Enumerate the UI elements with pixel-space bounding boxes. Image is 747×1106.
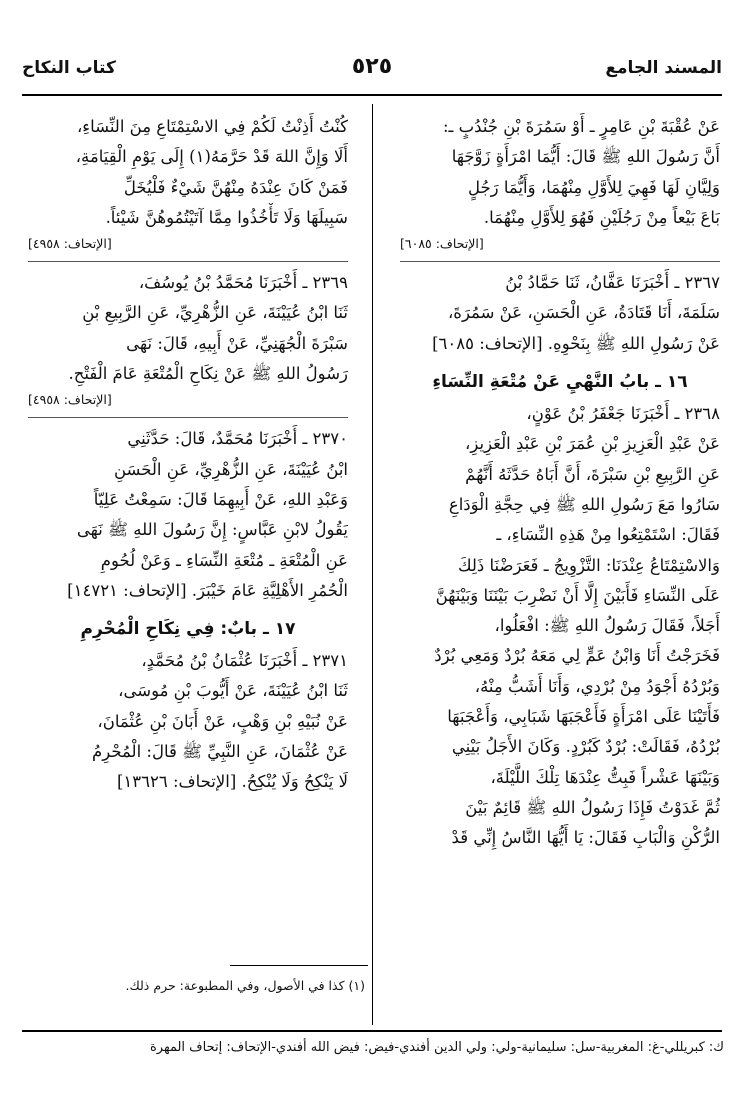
text-line: ٢٣٦٧ ـ أَخْبَرَنَا عَفَّانُ، ثَنَا حَمَّادُ بْنُ — [505, 273, 720, 293]
column-divider — [372, 104, 373, 1025]
text-line: وَبُرْدُهُ أَجْوَدُ مِنْ بُرْدِي، وَأَنَا أَشَبُّ مِنْهُ، — [474, 676, 720, 696]
ithaf-reference: [الإتحاف: ٤٩٥٨] — [28, 236, 112, 252]
text-line: ابْنُ عُيَيْنَةَ، عَنِ الزُّهْرِيِّ، عَنِ الْحَسَنِ — [113, 459, 348, 479]
text-line: عَلَى النِّسَاءِ فَأَبَيْنَ إِلَّا أَنْ نَضْرِبَ بَيْنَنَا وَبَيْنَهُنَّ — [435, 585, 720, 605]
text-line: كُنْتُ أَذِنْتُ لَكُمْ فِي الاسْتِمْتَاعِ مِنَ النِّسَاءِ، — [76, 117, 348, 136]
page-number: ٥٢٥ — [351, 54, 393, 79]
footnote-rule — [230, 965, 368, 966]
hadith-2370 — [28, 424, 348, 606]
header-rule — [22, 94, 722, 96]
hadith-2371 — [28, 646, 348, 797]
text-line: عَنْ عُثْمَانَ، عَنِ النَّبِيِّ ﷺ قَالَ: الْمُحْرِمُ — [92, 742, 348, 762]
text-line: عَنِ الرَّبِيعِ بْنِ سَبْرَةَ، أَنَّ أَبَاهُ حَدَّثَهُ أَنَّهُمْ — [465, 464, 720, 484]
text-line: أَلَا وَإِنَّ اللهَ قَدْ حَرَّمَهُ(١) إِلَى يَوْمِ الْقِيَامَةِ، — [75, 147, 348, 167]
text-line: سَبِيلَهَا وَلَا تَأْخُذُوا مِمَّا آتَيْتُمُوهُنَّ شَيْئاً. — [105, 207, 348, 227]
text-line: رَسُولُ اللهِ ﷺ عَنْ نِكَاحِ الْمُتْعَةِ عَامَ الْفَتْحِ. — [68, 364, 348, 384]
ithaf-reference: [الإتحاف: ٤٩٥٨] — [28, 392, 112, 408]
separator — [28, 417, 348, 418]
text-line: سَبْرَةَ الْجُهَنِيِّ، عَنْ أَبِيهِ، قَالَ: نَهَى — [126, 333, 348, 353]
text-line: الْحُمُرِ الأَهْلِيَّةِ عَامَ خَيْبَرَ. [الإتحاف: ١٤٧٢١] — [67, 580, 348, 600]
text-line: أَنَّ رَسُولَ اللهِ ﷺ قَالَ: أَيُّمَا امْرَأَةٍ زَوَّجَهَا — [451, 147, 720, 167]
left-column — [28, 112, 348, 1032]
footer-rule — [22, 1030, 722, 1032]
text-line: ٢٣٦٩ ـ أَخْبَرَنَا مُحَمَّدُ بْنُ يُوسُفَ، — [138, 273, 348, 293]
text-line: بَاعَ بَيْعاً مِنْ رَجُلَيْنِ فَهُوَ لِلأَوَّلِ مِنْهُمَا. — [483, 207, 720, 227]
text-line: عَنْ رَسُولِ اللهِ ﷺ بِنَحْوِهِ. [الإتحاف: ٦٠٨٥] — [432, 333, 720, 353]
text-line: بُرْدُهُ، فَقَالَتْ: بُرْدٌ كَبُرْدٍ. وَكَانَ الأَجَلُ بَيْنِي — [451, 737, 720, 757]
hadith-2368-continuation — [28, 112, 348, 255]
text-line: فَخَرَجْتُ أَنَا وَابْنُ عَمٍّ لِي مَعَهُ بُرْدٌ وَمَعِي بُرْدٌ — [434, 646, 720, 666]
chapter-heading-16: ١٦ ـ بابُ النَّهْيِ عَنْ مُتْعَةِ النِّسَاءِ — [432, 372, 688, 393]
text-line: فَمَنْ كَانَ عِنْدَهُ مِنْهُنَّ شَيْءٌ فَلْيُخَلِّ — [123, 177, 348, 197]
text-line: سَارُوا مَعَ رَسُولِ اللهِ ﷺ فِي حِجَّةِ الْوَدَاعِ — [448, 494, 720, 514]
text-line: وَالاسْتِمْتَاعُ عِنْدَنَا: التَّزْوِيجُ ـ فَعَرَضْنَا ذَلِكَ — [457, 555, 720, 575]
separator — [28, 261, 348, 262]
ithaf-reference: [الإتحاف: ٦٠٨٥] — [400, 236, 484, 252]
hadith-2369 — [28, 268, 348, 411]
text-line: فَأَتَيْنَا عَلَى امْرَأَةٍ فَأَعْجَبَهَا شَبَابِي، وَأَعْجَبَهَا — [447, 707, 720, 727]
text-line: وَلِيَّانِ لَهَا فَهِيَ لِلأَوَّلِ مِنْهُمَا، وَأَيُّمَا رَجُلٍ — [467, 177, 720, 197]
text-line: ثَنَا ابْنُ عُيَيْنَةَ، عَنِ الزُّهْرِيِّ، عَنِ الرَّبِيعِ بْنِ — [82, 303, 348, 323]
text-line: ٢٣٧١ ـ أَخْبَرَنَا عُثْمَانُ بْنُ مُحَمَّدٍ، — [141, 651, 348, 671]
text-line: عَنِ الْمُتْعَةِ ـ مُتْعَةِ النِّسَاءِ ـ وَعَنْ لُحُومِ — [100, 550, 348, 570]
text-line: وَبَيْنَهَا عَشْراً فَبِتُّ عِنْدَهَا تِلْكَ اللَّيْلَةَ، — [490, 767, 720, 787]
text-line: عَنْ عُقْبَةَ بْنِ عَامِرٍ ـ أَوْ سَمُرَةَ بْنِ جُنْدُبٍ ـ: — [442, 117, 720, 136]
chapter-title: كتاب النكاح — [22, 58, 116, 78]
text-line: فَقَالَ: اسْتَمْتِعُوا مِنْ هَذِهِ النِّسَاءِ، ـ — [496, 525, 720, 545]
text-line: ٢٣٦٨ ـ أَخْبَرَنَا جَعْفَرُ بْنُ عَوْنٍ، — [526, 404, 720, 424]
separator — [400, 261, 720, 262]
text-line: أَجَلاً، فَقَالَ رَسُولُ اللهِ ﷺ: افْعَلُوا، — [494, 616, 720, 636]
hadith-2368 — [400, 399, 720, 853]
hadith-continuation — [400, 112, 720, 255]
text-line: ثُمَّ غَدَوْتُ فَإِذَا رَسُولُ اللهِ ﷺ قَائِمٌ بَيْنَ — [465, 797, 720, 817]
text-line: ثَنَا ابْنُ عُيَيْنَةَ، عَنْ أَيُّوبَ بْنِ مُوسَى، — [118, 681, 348, 701]
chapter-heading-17: ١٧ ـ بابٌ: فِي نِكَاحِ الْمُحْرِمِ — [80, 619, 296, 640]
text-line: ٢٣٧٠ ـ أَخْبَرَنَا مُحَمَّدٌ، قَالَ: حَدَّثَنِي — [127, 429, 348, 449]
text-line: يَقُولُ لابْنِ عَبَّاسٍ: إِنَّ رَسُولَ اللهِ ﷺ نَهَى — [76, 520, 348, 540]
text-line: عَنْ نُبَيْهِ بْنِ وَهْبٍ، عَنْ أَبَانَ بْنِ عُثْمَانَ، — [97, 711, 348, 731]
text-line: الرُّكْنِ وَالْبَابِ فَقَالَ: يَا أَيُّهَا النَّاسُ إِنِّي قَدْ — [451, 828, 720, 848]
text-line: سَلَمَةَ، أَنَا قَتَادَةُ، عَنِ الْحَسَنِ، عَنْ سَمُرَةَ، — [447, 303, 720, 323]
book-title: المسند الجامع — [605, 58, 722, 78]
text-line: لَا يَنْكِحُ وَلَا يُنْكِحُ. [الإتحاف: ١٣٦٢٦] — [116, 772, 348, 792]
text-line: عَنْ عَبْدِ الْعَزِيزِ بْنِ عُمَرَ بْنِ عَبْدِ الْعَزِيزِ، — [465, 434, 720, 454]
right-column — [400, 112, 720, 1032]
text-line: وَعَبْدِ اللهِ، عَنْ أَبِيهِمَا قَالَ: سَمِعْتُ عَلِيّاً — [93, 489, 348, 509]
hadith-2367 — [400, 268, 720, 359]
abbreviations-footer: ك: كبريللي-غ: المغربية-سل: سليمانية-ولي: ولي الدين أفندي-فيض: فيض الله أفندي-الإتحاف: إتحاف المهرة — [149, 1040, 724, 1055]
page-header — [22, 54, 722, 88]
footnote: (١) كذا في الأصول، وفي المطبوعة: حرم ذلك. — [125, 978, 365, 993]
